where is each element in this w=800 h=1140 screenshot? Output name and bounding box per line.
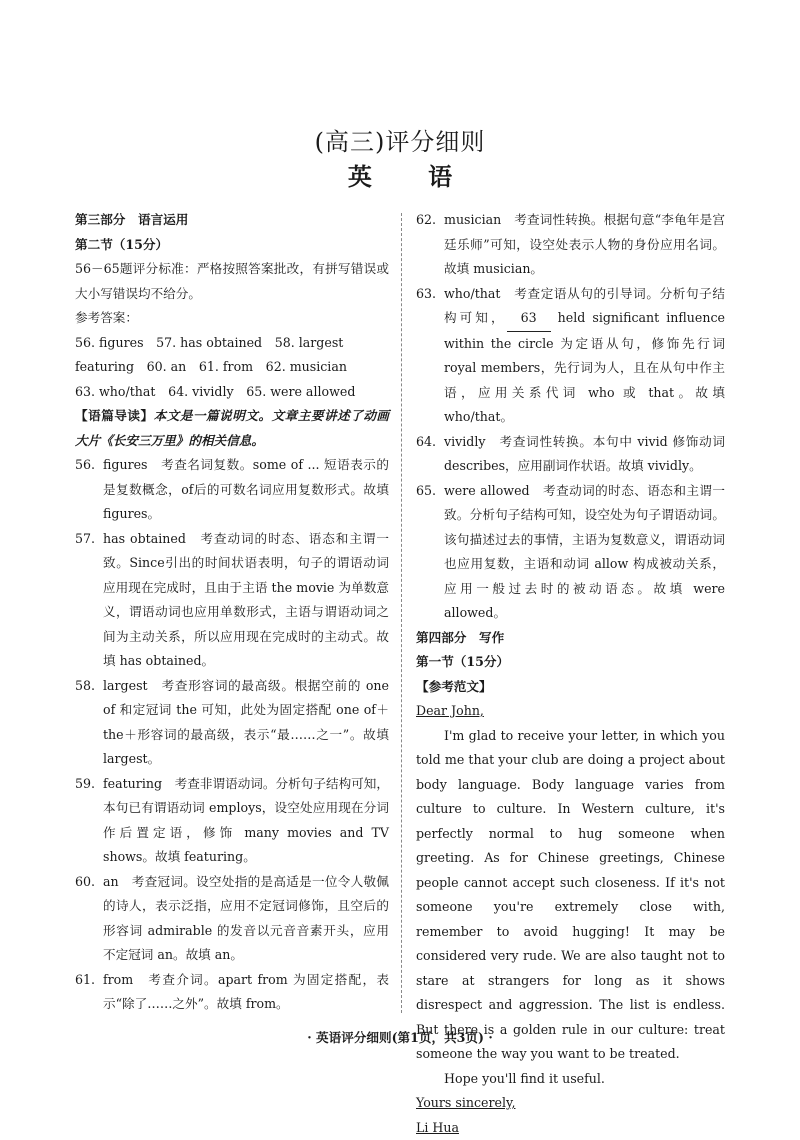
sample-essay-label: 【参考范文】 [416, 678, 492, 694]
explanation-item [75, 453, 389, 527]
explanation-item [416, 479, 725, 626]
passage-guide [75, 404, 389, 453]
answer-line: 56. figures 57. has obtained 58. largest [75, 334, 344, 350]
item-text: vividly 考查词性转换。本句中 vivid 修饰动词 describes，应用副词作状语。故填 vividly。 [444, 433, 725, 473]
item-text [444, 282, 725, 430]
section3-heading: 第三部分 语言运用 [75, 212, 189, 227]
item-number: 64. [416, 433, 437, 449]
item-number: 65. [416, 482, 437, 498]
column-divider [401, 213, 402, 1013]
explanation-item [416, 208, 725, 282]
left-column [75, 208, 389, 1017]
item-number: 57. [75, 530, 96, 546]
item-text-part: held significant influence within the circle 为定语从句，修饰先行词 royal members，先行词为人，且在从句中作主语，应用关系代词 who 或 that。故填 who/that。 [444, 310, 725, 424]
item-number: 62. [416, 212, 437, 227]
item-text: has obtained 考查动词的时态、语态和主谓一致。Since引出的时间状语表明，句子的谓语动词应用现在完成时，且由于主语 the movie 为单数意义，谓语动词也应用单数形式，主语与谓语动词之间为主动关系，所以应用现在完成时的主动式。故填 has obtained。 [103, 530, 389, 668]
essay-paragraph: I'm glad to receive your letter, in which you told me that your club are doing a project about body language. Body language varies from culture to culture. In Western culture, it's perfectly normal to hug someone when greeting. As for Chinese greetings, Chinese people cannot accept such closeness. If it's not someone you're extremely close with, remember to avoid hugging! It may be considered very rude. We are also taught not to stare at strangers for long as it shows disrespect and aggression. The list is endless. But there is a golden rule in our culture: treat someone the way you want to be treated. [416, 727, 725, 1061]
guide-text: 本文是一篇说明文。文章主要讲述了动画大片《长安三万里》的相关信息。 [75, 408, 390, 448]
item-text: were allowed 考查动词的时态、语态和主谓一致。分析句子结构可知，设空处为句子谓语动词。该句描述过去的事情，主语为复数意义，谓语动词也应用复数，主语和动词 allow 构成被动关系，应用一般过去时的被动语态。故填 were allowed。 [444, 482, 725, 620]
item-text: figures 考查名词复数。some of ... 短语表示的是复数概念，of后的可数名词应用复数形式。故填 figures。 [103, 457, 389, 521]
right-column [416, 208, 725, 1140]
explanation-item [75, 527, 389, 674]
item-number: 61. [75, 971, 96, 987]
item-text: an 考查冠词。设空处指的是高适是一位令人敬佩的诗人，表示泛指，应用不定冠词修饰，且空后的形容词 admirable 的发音以元音音素开头，应用不定冠词 an。故填 an。 [103, 873, 389, 962]
item-number: 56. [75, 457, 96, 472]
answer-line: 63. who/that 64. vividly 65. were allowed [75, 383, 356, 399]
answers-label: 参考答案： [75, 310, 138, 325]
sample-essay [416, 699, 725, 1140]
section3-subheading: 第二节（15分） [75, 236, 169, 252]
subject-title: 英 语 [347, 162, 477, 191]
section4-subheading: 第一节（15分） [416, 654, 510, 669]
essay-salutation: Dear John, [416, 703, 484, 718]
item-text: featuring 考查非谓语动词。分析句子结构可知，本句已有谓语动词 employs，设空处应用现在分词作后置定语，修饰 many movies and TV shows。故填 featuring。 [103, 775, 389, 864]
explanation-item [416, 282, 725, 430]
item-number: 58. [75, 677, 96, 693]
item-text-part: who/that 考查定语从句的引导词。分析句子结构可知， [444, 285, 725, 325]
explanation-item [416, 430, 725, 479]
section4-heading: 第四部分 写作 [416, 629, 505, 645]
answer-blank: 63 [507, 306, 551, 332]
explanation-item [75, 870, 389, 968]
explanation-item [75, 968, 389, 1017]
guide-tag: 【语篇导读】 [75, 408, 154, 423]
essay-closing: Yours sincerely, [416, 1095, 516, 1110]
answer-line: featuring 60. an 61. from 62. musician [75, 359, 347, 374]
scoring-criteria: 56－65题评分标准：严格按照答案批改，有拼写错误或大小写错误均不给分。 [75, 261, 389, 301]
item-text: largest 考查形容词的最高级。根据空前的 one of 和定冠词 the 可知，此处为固定搭配 one of＋the＋形容词的最高级，表示“最……之一”。故填 largest。 [103, 677, 389, 766]
item-text: musician 考查词性转换。根据句意“李龟年是宫廷乐师”可知，设空处表示人物的身份应用名词。故填 musician。 [444, 212, 725, 276]
item-number: 60. [75, 873, 96, 889]
item-number: 59. [75, 775, 96, 791]
item-text: from 考查介词。apart from 为固定搭配，表示“除了……之外”。故填 from。 [103, 971, 389, 1011]
item-number: 63. [416, 285, 437, 301]
essay-signature: Li Hua [416, 1119, 459, 1135]
essay-paragraph: Hope you'll find it useful. [444, 1070, 605, 1086]
document-title: (高三)评分细则 [314, 128, 486, 156]
explanation-item [75, 772, 389, 870]
explanation-item [75, 674, 389, 772]
page-footer: · 英语评分细则(第1页，共3页) · [307, 1030, 493, 1045]
